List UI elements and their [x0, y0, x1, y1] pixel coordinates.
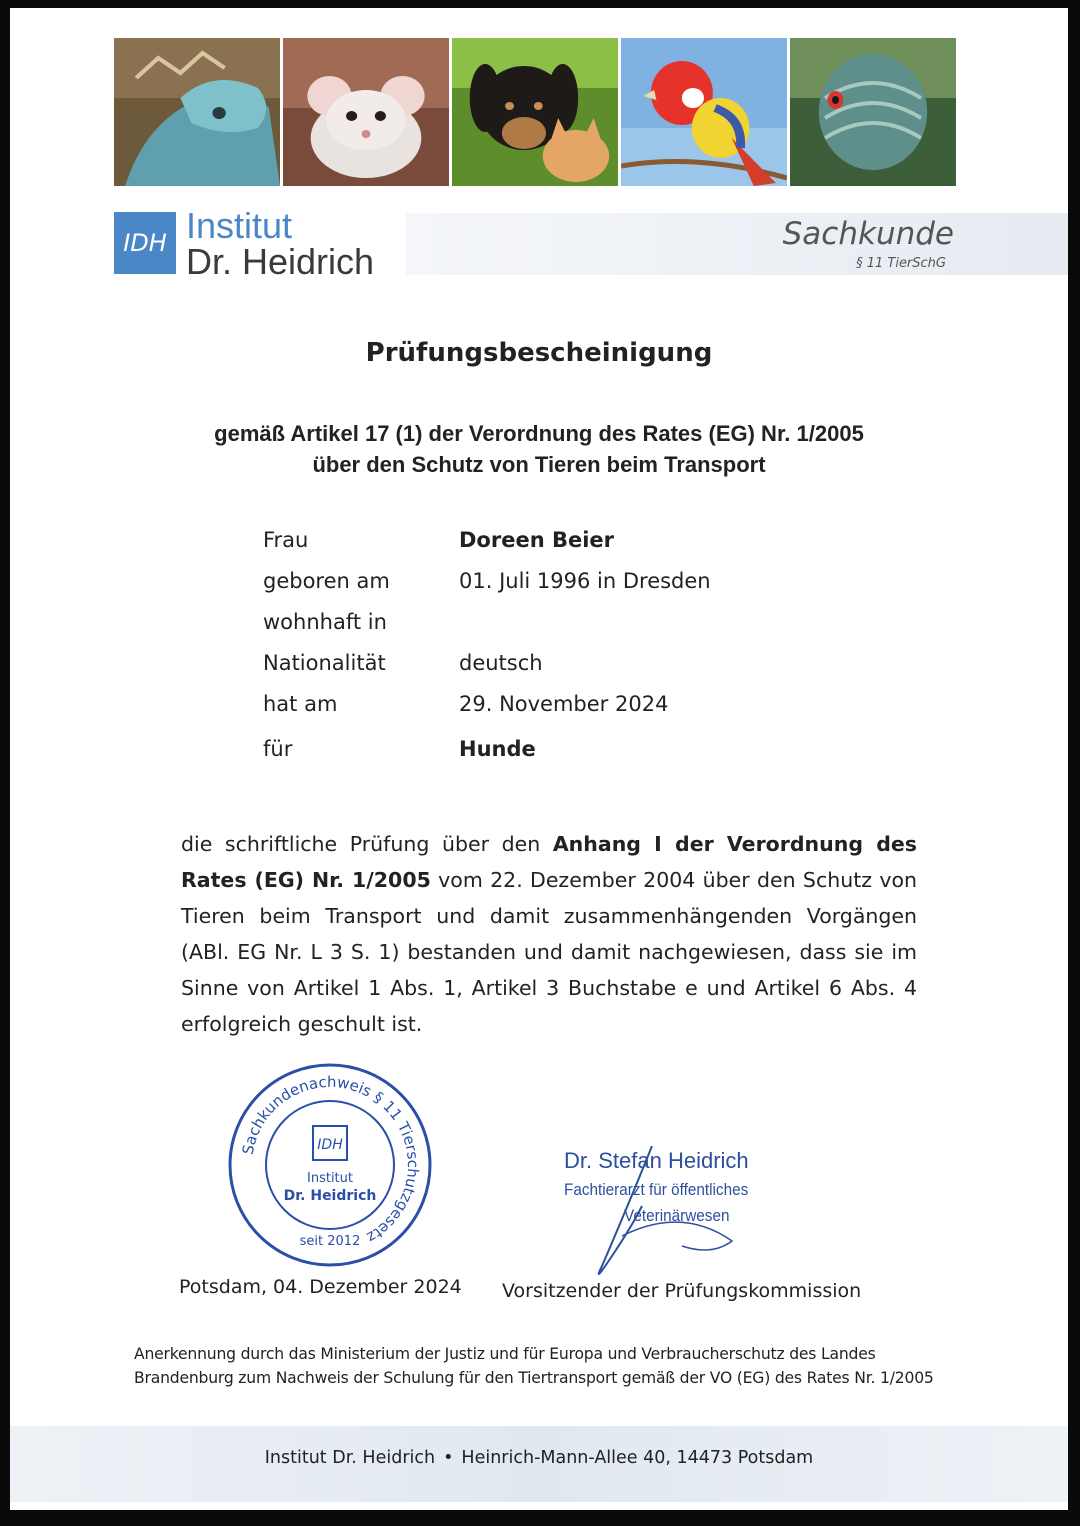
field-value-birth: 01. Juli 1996 in Dresden: [459, 569, 711, 593]
sachkunde-label: Sachkunde: [782, 216, 954, 252]
recognition-note: [134, 1342, 942, 1390]
official-stamp: [225, 1060, 435, 1270]
footer-address: [10, 1448, 1068, 1468]
field-value-name: Doreen Beier: [459, 528, 615, 552]
field-label: für: [263, 737, 293, 761]
header-band: [406, 213, 1068, 275]
rat-photo: [283, 38, 449, 186]
stamp-line2: Dr. Heidrich: [283, 1188, 377, 1204]
signature-block: [562, 1146, 822, 1276]
recognition-line2: Brandenburg zum Nachweis der Schulung für den Tiertransport gemäß der VO (EG) des Rates Nr. 1/2005: [134, 1369, 934, 1387]
tierschg-label: § 11 TierSchG: [856, 256, 946, 271]
footer-street: Heinrich-Mann-Allee 40, 14473 Potsdam: [461, 1448, 814, 1468]
body-bold: Anhang I der Verordnung des Rates (EG) Nr. 1/2005: [181, 832, 917, 892]
subtitle-line1: gemäß Artikel 17 (1) der Verordnung des Rates (EG) Nr. 1/2005: [214, 421, 864, 446]
subtitle-line2: über den Schutz von Tieren beim Transport: [312, 452, 766, 477]
field-label: hat am: [263, 692, 338, 716]
place-and-date: Potsdam, 04. Dezember 2024: [179, 1276, 462, 1298]
field-value-nationality: deutsch: [459, 651, 543, 675]
body-part1: die schriftliche Prüfung über den: [181, 832, 553, 856]
institute-name-line2: Dr. Heidrich: [186, 241, 375, 282]
field-label: Frau: [263, 528, 309, 552]
discus-fish-photo: [790, 38, 956, 186]
field-label: Nationalität: [263, 651, 386, 675]
recognition-line1: Anerkennung durch das Ministerium der Justiz und für Europa und Verbraucherschutz des Landes: [134, 1345, 876, 1363]
chair-label: Vorsitzender der Prüfungskommission: [502, 1280, 862, 1302]
field-value-species: Hunde: [459, 737, 536, 761]
field-value-exam-date: 29. November 2024: [459, 692, 669, 716]
parrot-photo: [621, 38, 787, 186]
handwritten-signature: [562, 1146, 822, 1276]
signatory-title-line1: Fachtierarzt für öffentliches: [564, 1180, 749, 1199]
page-title: Prüfungsbescheinigung: [365, 338, 713, 368]
signatory-title-line2: Veterinärwesen: [624, 1206, 730, 1225]
animal-photo-strip: [114, 38, 956, 186]
stamp-abbrev: IDH: [317, 1137, 343, 1153]
certificate-body-text: [181, 826, 917, 1042]
idh-logo-icon: IDH: [114, 212, 176, 274]
institute-name-line1: Institut: [186, 205, 293, 246]
stamp-line1: Institut: [307, 1171, 353, 1186]
dog-cat-photo: [452, 38, 618, 186]
iguana-photo: [114, 38, 280, 186]
footer-separator: •: [443, 1448, 454, 1468]
footer-institute: Institut Dr. Heidrich: [264, 1448, 436, 1468]
field-label: wohnhaft in: [263, 610, 387, 634]
signatory-name: Dr. Stefan Heidrich: [564, 1148, 749, 1173]
stamp-since: seit 2012: [299, 1234, 361, 1249]
field-label: geboren am: [263, 569, 390, 593]
certificate-page: [10, 8, 1068, 1510]
body-part2: vom 22. Dezember 2004 über den Schutz von Tieren beim Transport und damit zusammenhängenden Vorgängen (ABl. EG Nr. L 3 S. 1) bestanden und damit nachgewiesen, dass sie im Sinne von Artikel 1 Abs. 1, Artikel 3 Buchstabe e und Artikel 6 Abs. 4 erfolgreich geschult ist.: [181, 868, 917, 1036]
subtitle: [10, 418, 1068, 480]
stamp-ring-text: Sachkundenachweis § 11 Tierschutzgesetz: [238, 1072, 423, 1247]
